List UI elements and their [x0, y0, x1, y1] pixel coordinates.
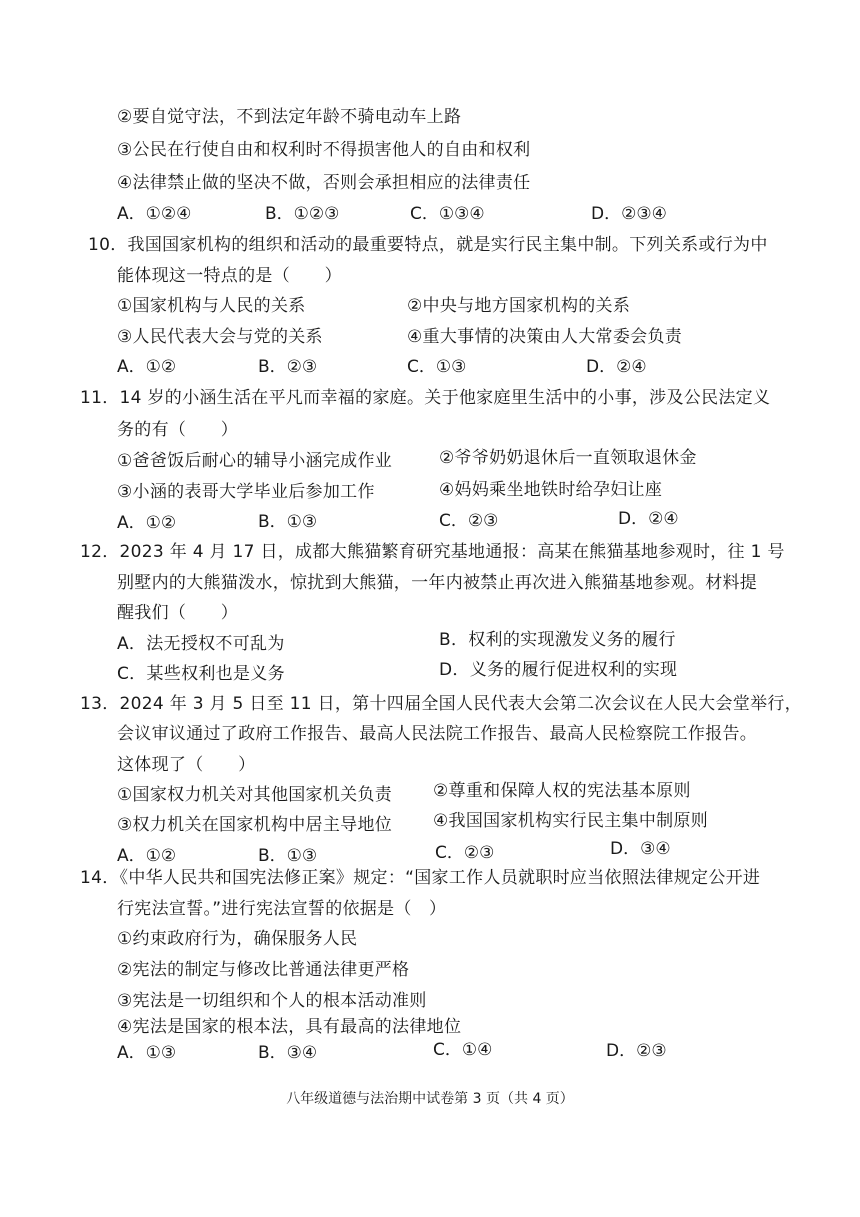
q10-statement-2: ②中央与地方国家机构的关系	[407, 296, 631, 316]
q10-statement-1: ①国家机构与人民的关系	[117, 296, 306, 316]
q14-statement-2: ②宪法的制定与修改比普通法律更严格	[117, 960, 410, 980]
q13-option-a: A．①②	[117, 846, 177, 866]
q13-option-c: C．②③	[435, 843, 495, 863]
q13-statement-2: ②尊重和保障人权的宪法基本原则	[433, 781, 691, 801]
q10-statement-4: ④重大事情的决策由人大常委会负责	[407, 327, 683, 347]
q14-option-d: D．②③	[606, 1041, 667, 1061]
q11-option-b: B．①③	[258, 512, 318, 532]
page-footer: 八年级道德与法治期中试卷第 3 页（共 4 页）	[286, 1091, 574, 1107]
q13-option-d: D．③④	[610, 839, 671, 859]
q9-statement-2: ②要自觉守法，不到法定年龄不骑电动车上路	[117, 107, 462, 127]
q13-statement-3: ③权力机关在国家机构中居主导地位	[117, 815, 393, 835]
q10-stem-line-1: 10．我国国家机构的组织和活动的最重要特点，就是实行民主集中制。下列关系或行为中	[88, 235, 768, 255]
q11-statement-2: ②爷爷奶奶退休后一直领取退休金	[439, 448, 697, 468]
q11-stem-line-2: 务的有（ ）	[117, 420, 239, 440]
q13-stem-line-3: 这体现了（ ）	[117, 755, 256, 775]
q10-option-d: D．②④	[586, 357, 647, 377]
q14-statement-4: ④宪法是国家的根本法，具有最高的法律地位	[117, 1017, 462, 1037]
q12-option-c: C．某些权利也是义务	[117, 664, 285, 684]
q10-statement-3: ③人民代表大会与党的关系	[117, 327, 323, 347]
q14-statement-1: ①约束政府行为，确保服务人民	[117, 929, 358, 949]
q12-stem-line-2: 别墅内的大熊猫泼水，惊扰到大熊猫，一年内被禁止再次进入熊猫基地参观。材料提	[117, 573, 758, 593]
q10-option-a: A．①②	[117, 357, 177, 377]
q9-statement-3: ③公民在行使自由和权利时不得损害他人的自由和权利	[117, 140, 531, 160]
q11-option-a: A．①②	[117, 513, 177, 533]
q12-option-d: D．义务的履行促进权利的实现	[439, 660, 678, 680]
q11-option-c: C．②③	[439, 511, 499, 531]
q13-statement-4: ④我国国家机构实行民主集中制原则	[433, 811, 709, 831]
q11-option-d: D．②④	[618, 509, 679, 529]
q13-option-b: B．①③	[258, 846, 318, 866]
q14-option-b: B．③④	[258, 1043, 318, 1063]
q9-option-a: A．①②④	[117, 204, 192, 224]
q11-statement-3: ③小涵的表哥大学毕业后参加工作	[117, 482, 375, 502]
q12-option-b: B．权利的实现激发义务的履行	[439, 630, 676, 650]
q14-stem-line-1: 14．《中华人民共和国宪法修正案》规定：“国家工作人员就职时应当依照法律规定公开进	[80, 868, 761, 888]
q13-statement-1: ①国家权力机关对其他国家机关负责	[117, 785, 393, 805]
q10-stem-line-2: 能体现这一特点的是（ ）	[117, 266, 342, 286]
q12-option-a: A．法无授权不可乱为	[117, 634, 285, 654]
q13-stem-line-2: 会议审议通过了政府工作报告、最高人民法院工作报告、最高人民检察院工作报告。	[117, 724, 758, 744]
q11-statement-4: ④妈妈乘坐地铁时给孕妇让座	[439, 480, 663, 500]
q10-option-b: B．②③	[258, 357, 318, 377]
q13-stem-line-1: 13．2024 年 3 月 5 日至 11 日，第十四届全国人民代表大会第二次会议在人民大会堂举行，	[80, 694, 802, 714]
q14-option-a: A．①③	[117, 1043, 177, 1063]
q9-option-b: B．①②③	[265, 204, 340, 224]
q12-stem-line-1: 12．2023 年 4 月 17 日，成都大熊猫繁育研究基地通报：高某在熊猫基地参观时，往 1 号	[80, 542, 785, 562]
q12-stem-line-3: 醒我们（ ）	[117, 603, 239, 623]
q14-statement-3: ③宪法是一切组织和个人的根本活动准则	[117, 991, 427, 1011]
q14-option-c: C．①④	[433, 1040, 493, 1060]
q9-option-c: C．①③④	[410, 204, 485, 224]
q9-statement-4: ④法律禁止做的坚决不做，否则会承担相应的法律责任	[117, 173, 531, 193]
q10-option-c: C．①③	[407, 357, 467, 377]
q14-stem-line-2: 行宪法宣誓。”进行宪法宣誓的依据是（ ）	[117, 899, 447, 919]
q11-statement-1: ①爸爸饭后耐心的辅导小涵完成作业	[117, 451, 393, 471]
q11-stem-line-1: 11．14 岁的小涵生活在平凡而幸福的家庭。关于他家庭里生活中的小事，涉及公民法定义	[80, 388, 771, 408]
q9-option-d: D．②③④	[591, 204, 667, 224]
